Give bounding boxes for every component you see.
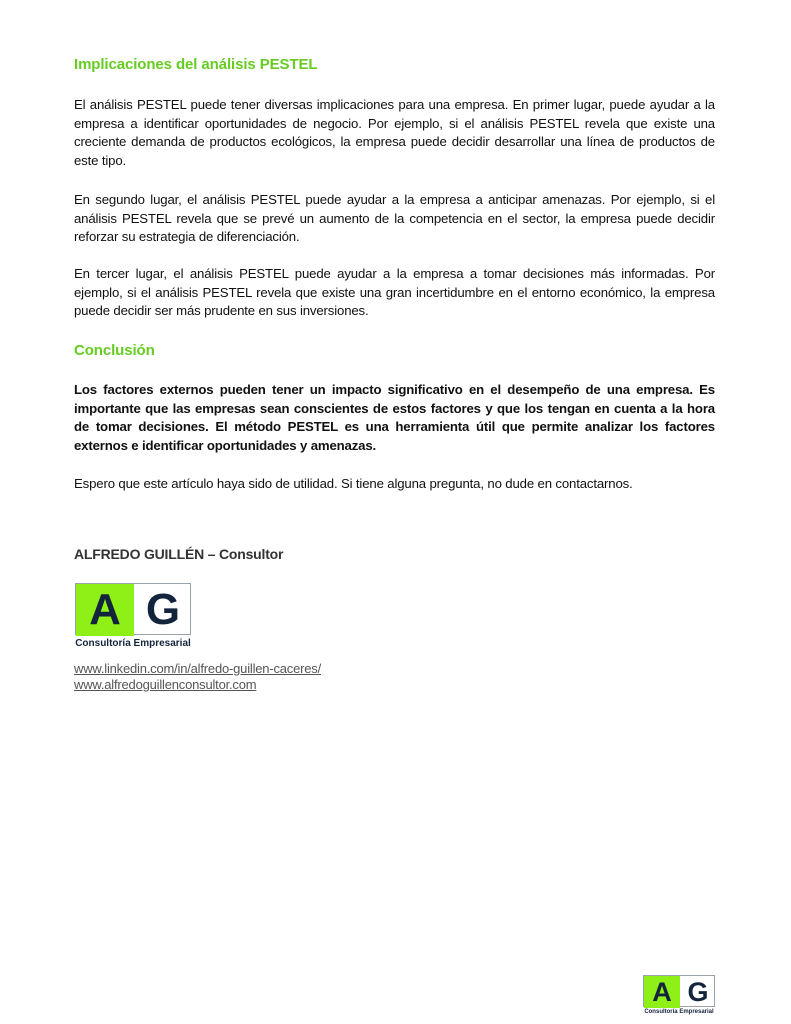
- author-signature: ALFREDO GUILLÉN – Consultor: [74, 546, 284, 562]
- company-logo: [75, 583, 191, 653]
- website-link[interactable]: www.alfredoguillenconsultor.com: [74, 677, 257, 692]
- footer-logo-letter-g: G: [687, 976, 709, 1007]
- footer-logo: [643, 975, 715, 1019]
- paragraph-opportunities: El análisis PESTEL puede tener diversas implicaciones para una empresa. En primer lugar, puede ayudar a la empresa a identificar oportunidades de negocio. Por ejemplo, si el análisis PESTEL revela que existe una creciente demanda de productos ecológicos, la empresa puede decidir desarrollar una línea de productos de este tipo.: [74, 97, 715, 168]
- footer-logo-frame: [643, 975, 715, 1007]
- section-heading-implications: Implicaciones del análisis PESTEL: [74, 56, 318, 73]
- paragraph-threats: En segundo lugar, el análisis PESTEL puede ayudar a la empresa a anticipar amenazas. Por ejemplo, si el análisis PESTEL revela que se prevé un aumento de la competencia en el sector, la empresa puede decidir reforzar su estrategia de diferenciación.: [74, 192, 715, 245]
- linkedin-link[interactable]: www.linkedin.com/in/alfredo-guillen-caceres/: [74, 661, 321, 676]
- contact-links: [74, 661, 321, 693]
- logo-frame: [75, 583, 191, 635]
- section-heading-conclusion: Conclusión: [74, 342, 155, 359]
- logo-letter-g: G: [145, 585, 181, 634]
- paragraph-decisions: En tercer lugar, el análisis PESTEL puede ayudar a la empresa a tomar decisiones más informadas. Por ejemplo, si el análisis PESTEL revela que existe una gran incertidumbre en el entorno económico, la empresa puede decidir ser más prudente en sus inversiones.: [74, 266, 715, 319]
- logo-letter-a: A: [76, 584, 134, 636]
- logo-tagline: Consultoría Empresarial: [75, 638, 191, 649]
- footer-logo-letter-a: A: [644, 976, 680, 1008]
- paragraph-closing: Espero que este artículo haya sido de utilidad. Si tiene alguna pregunta, no dude en contactarnos.: [74, 476, 633, 491]
- paragraph-conclusion: Los factores externos pueden tener un impacto significativo en el desempeño de una empresa. Es importante que las empresas sean conscientes de estos factores y que los tengan en cuenta a la hora de tomar decisiones. El método PESTEL es una herramienta útil que permite analizar los factores externos e identificar oportunidades y amenazas.: [74, 382, 715, 453]
- footer-logo-tagline: Consultoría Empresarial: [644, 1009, 714, 1015]
